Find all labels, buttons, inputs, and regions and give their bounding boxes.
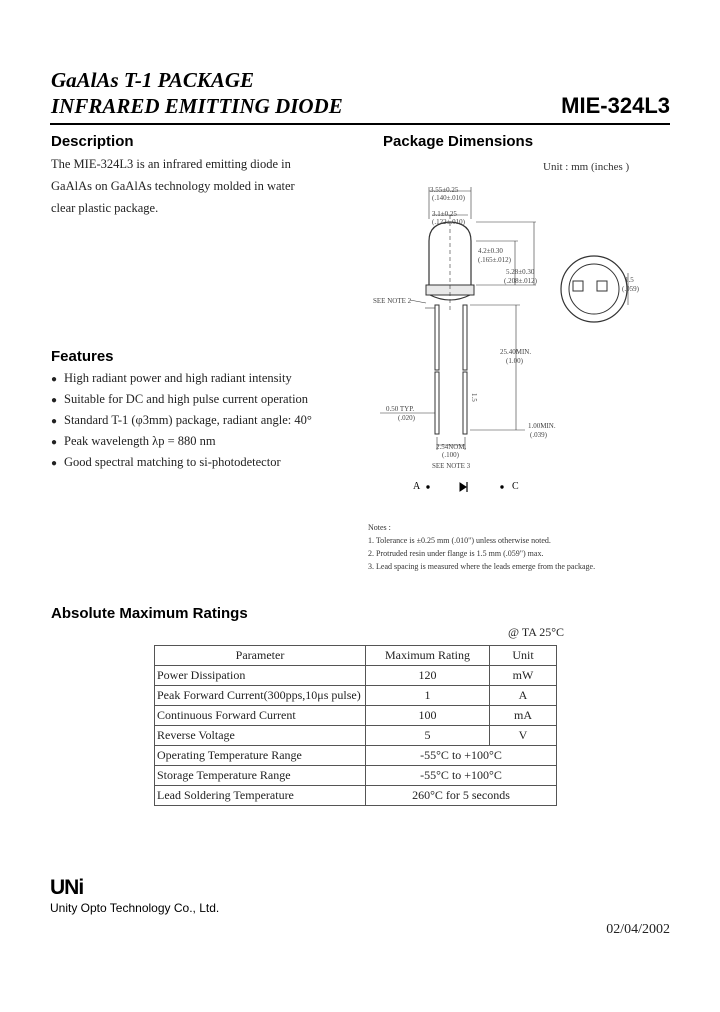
dim-label: (.208±.012) xyxy=(504,277,538,285)
unit-cell: V xyxy=(490,726,557,746)
dim-label: 1.5 xyxy=(625,276,634,284)
notes xyxy=(368,521,595,573)
list-item: ● Peak wavelength λp = 880 nm xyxy=(51,431,371,452)
column-header: Unit xyxy=(490,646,557,666)
list-item: ● Suitable for DC and high pulse current operation xyxy=(51,389,371,410)
list-item: ● High radiant power and high radiant intensity xyxy=(51,368,371,389)
list-item: ● Standard T-1 (φ3mm) package, radiant angle: 40° xyxy=(51,410,371,431)
description-line: GaAlAs on GaAlAs technology molded in water xyxy=(51,179,295,193)
unit-cell: mA xyxy=(490,706,557,726)
diode-symbol xyxy=(427,482,503,492)
dim-label: SEE NOTE 3 xyxy=(432,462,471,470)
value-cell: 260°C for 5 seconds xyxy=(366,786,557,806)
dim-label: (1.00) xyxy=(506,357,523,365)
dim-label: 3.1±0.25 xyxy=(432,210,457,218)
led-outline xyxy=(426,215,474,434)
dim-label: 5.28±0.30 xyxy=(506,268,535,276)
note-item: 2. Protruded resin under flange is 1.5 mm (.059") max. xyxy=(368,549,544,558)
param-cell: Reverse Voltage xyxy=(155,726,366,746)
bullet-icon: ● xyxy=(51,458,58,469)
dim-label: SEE NOTE 2 xyxy=(373,297,412,305)
ratings-table xyxy=(154,645,557,806)
unit-cell: mW xyxy=(490,666,557,686)
value-cell: -55°C to +100°C xyxy=(366,746,557,766)
pin-cathode-label: C xyxy=(512,481,519,492)
title-line-1: GaAlAs T-1 PACKAGE xyxy=(51,68,255,92)
note-item: 1. Tolerance is ±0.25 mm (.010") unless otherwise noted. xyxy=(368,536,551,545)
bullet-icon: ● xyxy=(51,395,58,406)
bullet-icon: ● xyxy=(51,437,58,448)
dim-label: (.059) xyxy=(622,285,639,293)
dim-label: (.165±.012) xyxy=(478,256,512,264)
dim-label: (.020) xyxy=(398,414,415,422)
table-row xyxy=(155,726,557,746)
note-item: 3. Lead spacing is measured where the leads emerge from the package. xyxy=(368,562,596,571)
table-row xyxy=(155,746,557,766)
title-line-2: INFRARED EMITTING DIODE xyxy=(51,94,343,118)
bullet-icon: ● xyxy=(51,416,58,427)
column-header: Parameter xyxy=(155,646,366,666)
list-item: ● Good spectral matching to si-photodetector xyxy=(51,452,371,473)
dim-label: 0.50 TYP. xyxy=(386,405,415,413)
features-list xyxy=(51,368,371,473)
value-cell: 100 xyxy=(366,706,490,726)
header-rule xyxy=(50,123,670,125)
param-cell: Peak Forward Current(300pps,10μs pulse) xyxy=(155,686,366,706)
unit-cell: A xyxy=(490,686,557,706)
param-cell: Power Dissipation xyxy=(155,666,366,686)
notes-title: Notes : xyxy=(368,523,391,532)
dim-label: (.039) xyxy=(530,431,547,439)
company-name: Unity Opto Technology Co., Ltd. xyxy=(50,901,220,915)
description-line: The MIE-324L3 is an infrared emitting diode in xyxy=(51,157,291,171)
value-cell: 120 xyxy=(366,666,490,686)
dim-label: 3.55±0.25 xyxy=(430,186,459,194)
column-header: Maximum Rating xyxy=(366,646,490,666)
ambient-condition: @ TA 25°C xyxy=(508,625,565,639)
param-cell: Lead Soldering Temperature xyxy=(155,786,366,806)
table-row xyxy=(155,766,557,786)
table-header-row xyxy=(155,646,557,666)
package-heading: Package Dimensions xyxy=(383,133,534,150)
table-row xyxy=(155,686,557,706)
param-cell: Continuous Forward Current xyxy=(155,706,366,726)
param-cell: Storage Temperature Range xyxy=(155,766,366,786)
pin-anode-label: A xyxy=(413,481,421,492)
ratings-heading: Absolute Maximum Ratings xyxy=(51,605,248,622)
part-number: MIE-324L3 xyxy=(561,93,670,118)
dim-label: 1.5 xyxy=(470,393,478,402)
value-cell: 1 xyxy=(366,686,490,706)
value-cell: 5 xyxy=(366,726,490,746)
description-text xyxy=(51,153,321,219)
units-label: Unit : mm (inches ) xyxy=(543,161,630,173)
end-view xyxy=(561,256,628,322)
dim-label: 1.00MIN. xyxy=(528,422,556,430)
param-cell: Operating Temperature Range xyxy=(155,746,366,766)
dim-label: 2.54NOM. xyxy=(436,443,467,451)
dim-label: (.100) xyxy=(442,451,459,459)
table-row xyxy=(155,786,557,806)
description-heading: Description xyxy=(51,133,134,150)
dim-label: 25.40MIN. xyxy=(500,348,532,356)
dim-label: 4.2±0.30 xyxy=(478,247,503,255)
description-line: clear plastic package. xyxy=(51,201,159,215)
bullet-icon: ● xyxy=(51,374,58,385)
features-heading: Features xyxy=(51,348,114,365)
package-drawing xyxy=(360,175,650,505)
table-row xyxy=(155,666,557,686)
company-logo: UNi xyxy=(50,876,84,899)
dim-label: (.140±.010) xyxy=(432,194,466,202)
document-date: 02/04/2002 xyxy=(606,922,670,937)
value-cell: -55°C to +100°C xyxy=(366,766,557,786)
dim-label: (.122±.010) xyxy=(432,218,466,226)
table-row xyxy=(155,706,557,726)
